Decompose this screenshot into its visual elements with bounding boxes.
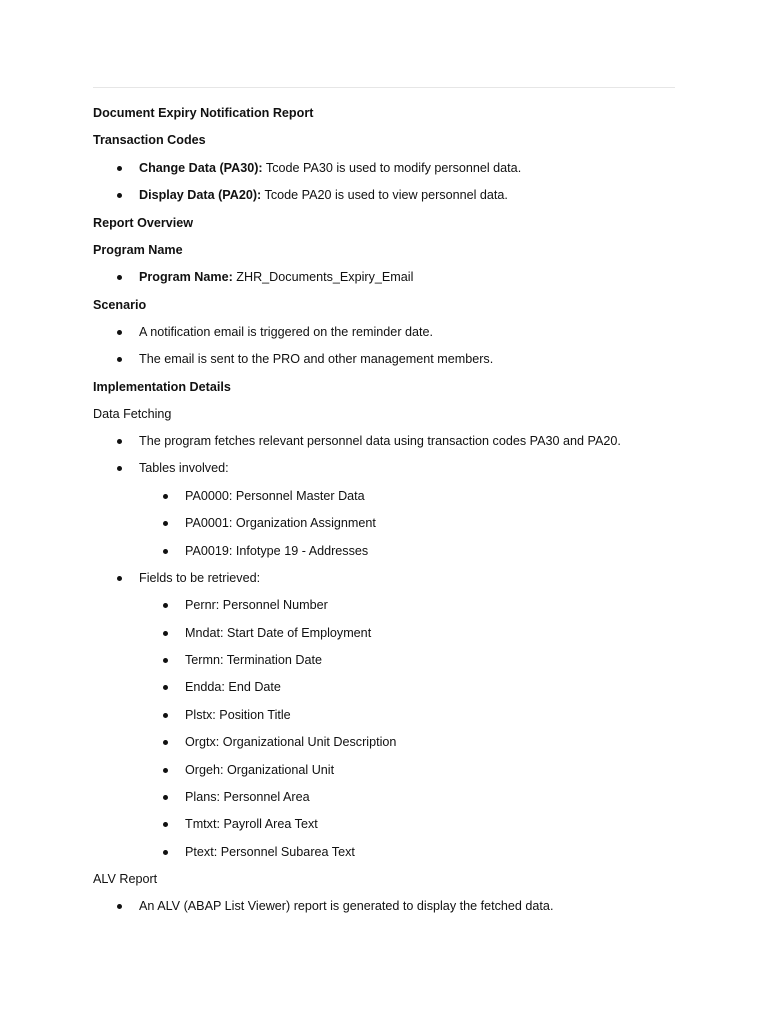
item-text: Orgtx: Organizational Unit Description xyxy=(185,735,397,749)
bullet-icon xyxy=(163,713,168,718)
item-text: Endda: End Date xyxy=(185,680,281,694)
bullet-icon xyxy=(163,740,168,745)
bullet-icon xyxy=(163,768,168,773)
bullet-icon xyxy=(117,166,122,171)
transaction-codes-heading: Transaction Codes xyxy=(93,133,206,147)
item-label: Program Name: xyxy=(139,270,233,284)
bullet-icon xyxy=(163,822,168,827)
item-text: PA0001: Organization Assignment xyxy=(185,516,376,530)
bullet-icon xyxy=(163,603,168,608)
list-item xyxy=(139,158,521,178)
list-item xyxy=(185,486,365,506)
item-text: Tcode PA20 is used to view personnel data. xyxy=(261,188,508,202)
list-item xyxy=(139,568,260,588)
data-fetching-heading: Data Fetching xyxy=(93,407,172,421)
item-text: ZHR_Documents_Expiry_Email xyxy=(232,270,414,284)
bullet-icon xyxy=(163,631,168,636)
item-label: Change Data (PA30): xyxy=(139,161,263,175)
bullet-icon xyxy=(117,330,122,335)
item-text: The program fetches relevant personnel data using transaction codes PA30 and PA20. xyxy=(139,434,621,448)
item-text: Plans: Personnel Area xyxy=(185,790,310,804)
list-item xyxy=(139,322,433,342)
list-item xyxy=(185,595,328,615)
item-text: Orgeh: Organizational Unit xyxy=(185,763,335,777)
list-item xyxy=(139,896,553,916)
item-text: Tables involved: xyxy=(139,461,229,475)
item-text: The email is sent to the PRO and other management members. xyxy=(139,352,494,366)
list-item xyxy=(185,541,368,561)
bullet-icon xyxy=(163,850,168,855)
list-item xyxy=(185,760,334,780)
bullet-icon xyxy=(117,576,122,581)
item-text: PA0000: Personnel Master Data xyxy=(185,489,365,503)
bullet-icon xyxy=(117,439,122,444)
bullet-icon xyxy=(117,357,122,362)
bullet-icon xyxy=(117,466,122,471)
list-item xyxy=(139,458,229,478)
bullet-icon xyxy=(163,494,168,499)
item-text: Pernr: Personnel Number xyxy=(185,598,328,612)
item-text: Tmtxt: Payroll Area Text xyxy=(185,817,318,831)
item-text: An ALV (ABAP List Viewer) report is generated to display the fetched data. xyxy=(139,899,554,913)
list-item xyxy=(185,650,322,670)
list-item xyxy=(185,677,281,697)
bullet-icon xyxy=(117,275,122,280)
list-item xyxy=(139,185,508,205)
item-text: Tcode PA30 is used to modify personnel data. xyxy=(262,161,522,175)
bullet-icon xyxy=(163,521,168,526)
alv-report-heading: ALV Report xyxy=(93,872,158,886)
bullet-icon xyxy=(163,658,168,663)
item-text: Ptext: Personnel Subarea Text xyxy=(185,845,355,859)
top-divider xyxy=(93,87,675,88)
program-name-heading: Program Name xyxy=(93,243,183,257)
list-item xyxy=(185,842,355,862)
list-item xyxy=(139,349,493,369)
list-item xyxy=(185,814,318,834)
list-item xyxy=(185,787,310,807)
item-text: Mndat: Start Date of Employment xyxy=(185,626,372,640)
report-overview-heading: Report Overview xyxy=(93,216,194,230)
list-item xyxy=(139,431,621,451)
document-page xyxy=(93,0,675,1024)
item-text: PA0019: Infotype 19 - Addresses xyxy=(185,544,369,558)
bullet-icon xyxy=(117,904,122,909)
list-item xyxy=(185,513,376,533)
list-item xyxy=(185,705,291,725)
list-item xyxy=(185,623,371,643)
scenario-heading: Scenario xyxy=(93,298,147,312)
bullet-icon xyxy=(163,549,168,554)
bullet-icon xyxy=(163,795,168,800)
bullet-icon xyxy=(117,193,122,198)
document-title: Document Expiry Notification Report xyxy=(93,106,314,120)
implementation-heading: Implementation Details xyxy=(93,380,231,394)
list-item xyxy=(139,267,413,287)
item-text: A notification email is triggered on the reminder date. xyxy=(139,325,434,339)
list-item xyxy=(185,732,396,752)
item-text: Fields to be retrieved: xyxy=(139,571,261,585)
bullet-icon xyxy=(163,685,168,690)
item-text: Termn: Termination Date xyxy=(185,653,322,667)
item-label: Display Data (PA20): xyxy=(139,188,262,202)
item-text: Plstx: Position Title xyxy=(185,708,291,722)
